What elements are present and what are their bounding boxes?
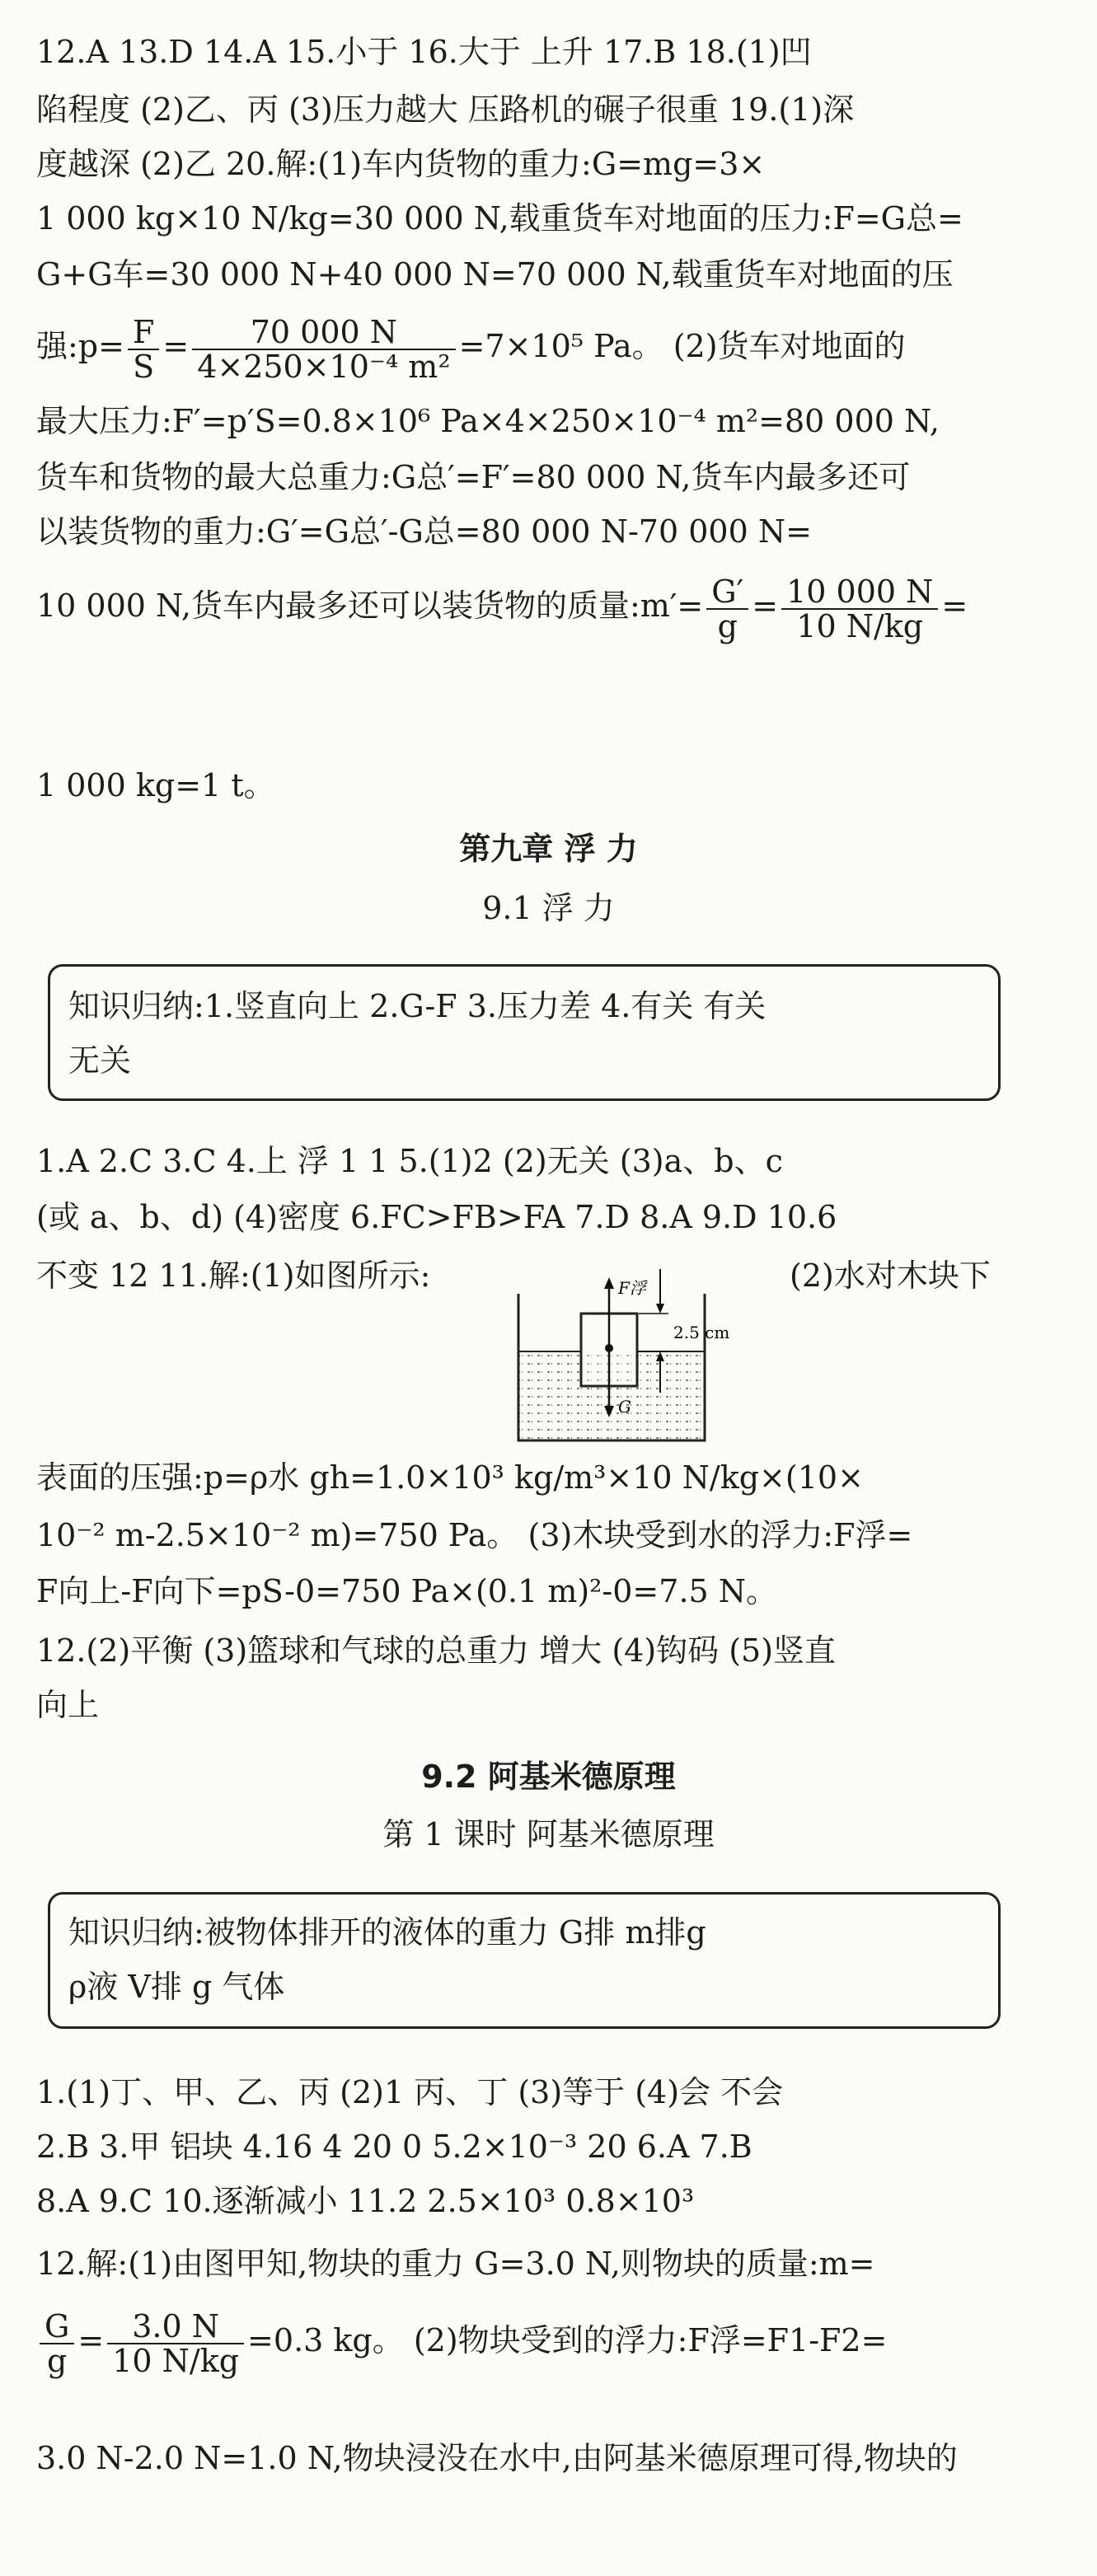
section-title: 9.1 浮 力: [482, 890, 615, 926]
text-line: 不变 12 11.解:(1)如图所示:: [36, 1258, 431, 1294]
text-line: 度越深 (2)乙 20.解:(1)车内货物的重力:G=mg=3×: [36, 146, 766, 182]
text-line: 最大压力:F′=p′S=0.8×10⁶ Pa×4×250×10⁻⁴ m²=80 000 N,: [36, 403, 940, 439]
summary-line: 知识归纳:被物体排开的液体的重力 G排 m排g: [68, 1914, 706, 1951]
text-line: 陷程度 (2)乙、丙 (3)压力越大 压路机的碾子很重 19.(1)深: [36, 91, 855, 128]
fraction: $\frac{F}{S}$: [128, 316, 159, 383]
text-line: 3.0 N-2.0 N=1.0 N,物块浸没在水中,由阿基米德原理可得,物块的: [36, 2440, 958, 2476]
text-line: 货车和货物的最大总重力:G总′=F′=80 000 N,货车内最多还可: [36, 459, 911, 495]
text-line: F向上-F向下=pS-0=750 Pa×(0.1 m)²-0=7.5 N。: [36, 1573, 778, 1609]
section-title: 9.2 阿基米德原理: [421, 1759, 676, 1795]
text-line: 1 000 kg=1 t。: [36, 767, 275, 803]
pressure-formula-line: 强:p= $\frac{F}{S}$ = $\frac{70 000 N}{\text{4×250×10⁻⁴ m²}}$ =7×10⁵ Pa。 (2)货车对地面的: [36, 313, 906, 385]
fraction: $\frac{3.0 N}{10 N/kg}$: [107, 2310, 244, 2377]
text-line: 2.B 3.甲 铝块 4.16 4 20 0 5.2×10⁻³ 20 6.A 7.B: [36, 2129, 752, 2165]
gravity-label: G: [618, 1397, 631, 1417]
buoyancy-figure: [507, 1261, 779, 1444]
fraction: $\frac{10 000 N}{10 N/kg}$: [781, 575, 938, 643]
text-line: 12.解:(1)由图甲知,物块的重力 G=3.0 N,则物块的质量:m=: [36, 2246, 875, 2282]
arrow-up-icon: [604, 1277, 614, 1289]
text-line: 12.A 13.D 14.A 15.小于 16.大于 上升 17.B 18.(1)凹: [36, 34, 812, 70]
summary-line: 知识归纳:1.竖直向上 2.G-F 3.压力差 4.有关 有关: [68, 988, 766, 1024]
text-line: 1 000 kg×10 N/kg=30 000 N,载重货车对地面的压力:F=G总=: [36, 200, 963, 237]
lesson-title: 第 1 课时 阿基米德原理: [382, 1816, 715, 1852]
fraction: $\frac{G}{g}$: [40, 2310, 74, 2377]
text-line: (2)水对木块下: [790, 1258, 991, 1294]
summary-line: ρ液 V排 g 气体: [68, 1969, 285, 2005]
text-line: 1.A 2.C 3.C 4.上 浮 1 1 5.(1)2 (2)无关 (3)a、b、c: [36, 1143, 783, 1179]
text-line: G+G车=30 000 N+40 000 N=70 000 N,载重货车对地面的压: [36, 256, 954, 293]
knowledge-summary-box: [48, 1892, 1001, 2029]
text-line: 12.(2)平衡 (3)篮球和气球的总重力 增大 (4)钩码 (5)竖直: [36, 1632, 837, 1669]
text-line: 10⁻² m-2.5×10⁻² m)=750 Pa。 (3)木块受到水的浮力:F浮=: [36, 1517, 913, 1553]
text-line: 向上: [36, 1687, 100, 1723]
fraction: $\frac{70 000 N}{\text{4×250×10⁻⁴ m²}}$: [192, 316, 455, 383]
text-line: 以装货物的重力:G′=G总′-G总=80 000 N-70 000 N=: [36, 513, 812, 550]
chapter-title: 第九章 浮 力: [459, 831, 638, 867]
knowledge-summary-box: [48, 964, 1001, 1101]
depth-label: 2.5 cm: [673, 1323, 730, 1342]
mass-formula-line: $\frac{G}{g}$ = $\frac{3.0 N}{10 N/kg}$ =0.3 kg。 (2)物块受到的浮力:F浮=F1-F2=: [36, 2299, 1025, 2382]
buoyancy-label: F浮: [618, 1278, 646, 1298]
text-line: 表面的压强:p=ρ水 gh=1.0×10³ kg/m³×10 N/kg×(10×: [36, 1459, 864, 1496]
fraction: $\frac{G'}{g}$: [706, 575, 748, 643]
mass-formula-line: 10 000 N,货车内最多还可以装货物的质量:m′= $\frac{G'}{g}$ = $\frac{10 000 N}{10 N/kg}$ =: [36, 573, 968, 644]
text-line: 8.A 9.C 10.逐渐减小 11.2 2.5×10³ 0.8×10³: [36, 2183, 695, 2219]
text-line: (或 a、b、d) (4)密度 6.FC>FB>FA 7.D 8.A 9.D 10.6: [36, 1199, 837, 1235]
summary-line: 无关: [68, 1042, 132, 1079]
text-line: 1.(1)丁、甲、乙、丙 (2)1 丙、丁 (3)等于 (4)会 不会: [36, 2074, 784, 2110]
